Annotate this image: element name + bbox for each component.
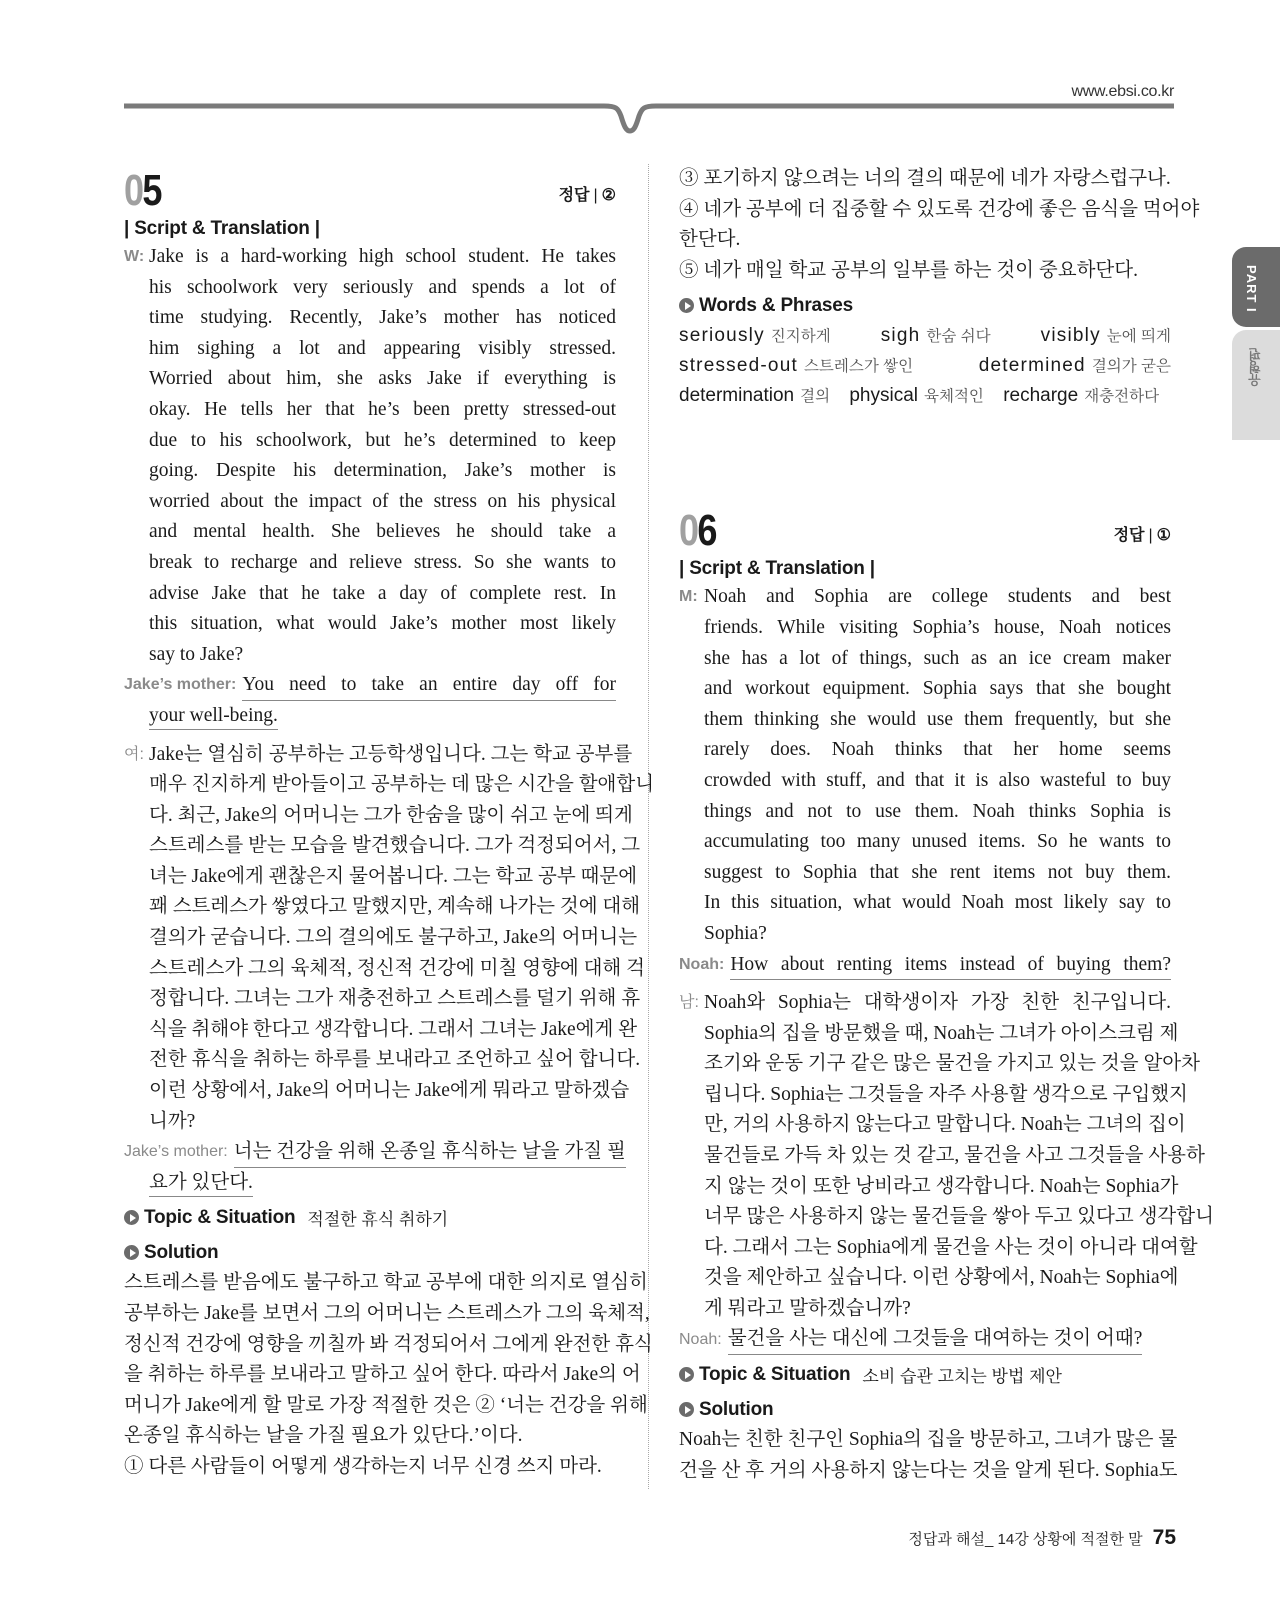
answer-sentence-ko: 물건을 사는 대신에 그것들을 대여하는 것이 어때?	[728, 1325, 1143, 1356]
option-line: ④ 네가 공부에 더 집중할 수 있도록 건강에 좋은 음식을 먹어야	[679, 198, 1200, 220]
word-en: determination	[679, 385, 795, 407]
page-footer	[908, 1526, 1176, 1550]
translation-line: 녀는 Jake에게 괜찮은지 물어봅니다. 그는 학교 공부 때문에	[149, 865, 638, 887]
word-en: seriously	[679, 325, 765, 347]
script-line: rarely does. Noah thinks that her home seems	[704, 739, 1171, 761]
speaker-label: 여:	[124, 745, 144, 763]
word-ko: 재충전하다	[1084, 388, 1160, 406]
script-line: things and not to use them. Noah thinks Sophia is	[704, 800, 1171, 822]
right-column	[679, 164, 1214, 1486]
script-english	[679, 582, 1171, 980]
solution-line: 공부하는 Jake를 보면서 그의 어머니는 스트레스가 그의 육체적,	[124, 1303, 650, 1324]
translation-line: 매우 진지하게 받아들이고 공부하는 데 많은 시간을 할애합니	[149, 774, 655, 796]
play-bullet-icon	[679, 1367, 694, 1382]
solution-line: 을 취하는 하루를 보내라고 말하고 싶어 한다. 따라서 Jake의 어	[124, 1364, 641, 1386]
script-korean	[124, 740, 655, 1199]
play-bullet-icon	[679, 1402, 694, 1417]
translation-line: Jake는 열심히 공부하는 고등학생입니다. 그는 학교 공부를	[149, 743, 633, 765]
script-line: and mental health. She believes he should take a	[149, 521, 616, 543]
word-en: physical	[849, 385, 919, 407]
script-line: time studying. Recently, Jake’s mother has noticed	[149, 307, 616, 329]
script-line: say to Jake?	[149, 643, 244, 665]
translation-line: 것을 제안하고 싶습니다. 이런 상황에서, Noah는 Sophia에	[704, 1267, 1179, 1289]
question-number	[124, 168, 161, 214]
word-en: visibly	[1040, 325, 1101, 347]
word-ko: 육체적인	[924, 388, 984, 406]
translation-line: 전한 휴식을 취하는 하루를 보내라고 조언하고 싶어 합니다.	[149, 1049, 641, 1071]
question-number-prefix: 0	[679, 506, 698, 556]
options-continued	[679, 164, 1200, 286]
section-title: | Script & Translation |	[124, 218, 320, 239]
translation-line: 결의가 굳습니다. 그의 결의에도 불구하고, Jake의 어머니는	[149, 927, 638, 949]
site-url: www.ebsi.co.kr	[1071, 83, 1174, 100]
script-line: them thinking she would use them frequently, but she	[704, 708, 1171, 730]
translation-line: 식을 취해야 한다고 생각합니다. 그래서 그녀는 Jake에게 완	[149, 1018, 638, 1040]
word-ko: 진지하게	[770, 328, 831, 346]
script-line: him sighing a lot and appearing visibly stressed.	[149, 337, 616, 359]
answer-value: ①	[1156, 527, 1171, 545]
option-line: 한단다.	[679, 229, 741, 251]
question-number	[679, 508, 716, 554]
answer-speaker-label: Jake’s mother:	[124, 1143, 228, 1161]
play-bullet-icon	[679, 298, 694, 313]
translation-line: 꽤 스트레스가 쌓였다고 말했지만, 계속해 나가는 것에 대해	[149, 896, 641, 918]
solution-line: 정신적 건강에 영향을 끼칠까 봐 걱정되어서 그에게 완전한 휴식	[124, 1333, 653, 1355]
words-list	[679, 321, 1171, 411]
script-line: his schoolwork very seriously and spends a lot of	[149, 276, 616, 298]
translation-line: 너무 많은 사용하지 않는 물건들을 쌓아 두고 있다고 생각합니	[704, 1206, 1214, 1228]
script-line: Noah and Sophia are college students and best	[704, 586, 1171, 608]
answer-sentence: You need to take an entire day off for	[242, 670, 616, 701]
side-tab-part	[1232, 247, 1280, 327]
solution-text	[124, 1268, 653, 1482]
word-ko: 한숨 쉬다	[926, 328, 991, 346]
translation-line: 만, 거의 사용하지 않는다고 말합니다. Noah는 그녀의 집이	[704, 1114, 1186, 1136]
answer-sentence-ko: 요가 있단다.	[149, 1169, 253, 1197]
script-line: friends. While visiting Sophia’s house, Noah notices	[704, 616, 1171, 638]
solution-heading	[124, 1237, 616, 1268]
script-korean	[679, 988, 1214, 1355]
translation-line: 이런 상황에서, Jake의 어머니는 Jake에게 뭐라고 말하겠습	[149, 1080, 630, 1102]
answer-label: 정답	[558, 187, 590, 204]
play-bullet-icon	[124, 1245, 139, 1260]
script-line: going. Despite his determination, Jake’s mother is	[149, 460, 616, 482]
script-line: advise Jake that he take a day of complete rest. In	[149, 582, 616, 604]
translation-line: Sophia의 집을 방문했을 때, Noah는 그녀가 아이스크림 제	[704, 1022, 1179, 1044]
solution-line: 머니가 Jake에게 할 말로 가장 적절한 것은 ② ‘너는 건강을 위해	[124, 1394, 648, 1416]
words-heading	[679, 290, 1171, 321]
speaker-label: 남:	[679, 994, 699, 1012]
option-line: ③ 포기하지 않으려는 너의 결의 때문에 네가 자랑스럽구나.	[679, 168, 1171, 189]
solution-heading	[679, 1394, 1171, 1425]
answer-speaker-label: Noah:	[679, 955, 725, 973]
header-rule	[124, 98, 1174, 138]
translation-line: 다. 최근, Jake의 어머니는 그가 한숨을 많이 쉬고 눈에 띄게	[149, 804, 633, 826]
answer-speaker-label: Jake’s mother:	[124, 676, 237, 694]
option-line: ① 다른 사람들이 어떻게 생각하는지 너무 신경 쓰지 마라.	[124, 1455, 602, 1477]
translation-line: 립니다. Sophia는 그것들을 자주 사용할 생각으로 구입했지	[704, 1083, 1188, 1105]
translation-line: 스트레스를 받는 모습을 발견했습니다. 그가 걱정되어서, 그	[149, 835, 641, 857]
translation-line: 정합니다. 그녀는 그가 재충전하고 스트레스를 덜기 위해 휴	[149, 988, 641, 1010]
side-tab-type-label: 유형편	[1248, 348, 1263, 387]
answer-key	[1114, 522, 1171, 545]
word-en: determined	[978, 355, 1086, 377]
translation-line: 지 않는 것이 또한 낭비라고 생각합니다. Noah는 Sophia가	[704, 1175, 1179, 1197]
translation-line: 니까?	[149, 1110, 196, 1132]
script-english	[124, 242, 616, 732]
question-header	[124, 168, 616, 214]
word-en: stressed-out	[679, 355, 798, 377]
answer-label: 정답	[1113, 527, 1145, 545]
translation-line: 스트레스가 그의 육체적, 정신적 건강에 미칠 영향에 대해 걱	[149, 957, 645, 979]
question-header	[679, 508, 1171, 554]
question-number-digit: 5	[142, 166, 161, 215]
question-number-digit: 6	[697, 506, 716, 556]
script-line: and workout equipment. Sophia says that she bought	[704, 678, 1171, 700]
answer-value: ②	[601, 187, 616, 204]
script-line: this situation, what would Jake’s mother most likely	[149, 613, 616, 635]
word-ko: 결의가 굳은	[1091, 358, 1171, 376]
solution-title: Solution	[144, 1241, 219, 1263]
topic-title: Topic & Situation	[144, 1206, 296, 1228]
side-tab-type	[1232, 330, 1280, 440]
script-line: Worried about him, she asks Jake if everything is	[149, 368, 616, 390]
topic-title: Topic & Situation	[699, 1363, 851, 1385]
question-06	[679, 506, 1214, 1486]
solution-title: Solution	[699, 1398, 774, 1420]
translation-line: 다. 그래서 그는 Sophia에게 물건을 사는 것이 아니라 대여할	[704, 1236, 1198, 1258]
solution-line: 온종일 휴식하는 날을 가질 필요가 있단다.’이다.	[124, 1425, 523, 1447]
script-line: suggest to Sophia that she rent items not buy them.	[704, 861, 1171, 883]
translation-line: 물건들로 가득 차 있는 것 같고, 물건을 사고 그것들을 사용하	[704, 1145, 1205, 1167]
answer-sentence: How about renting items instead of buying them?	[730, 950, 1171, 981]
topic-heading	[679, 1359, 1171, 1390]
speaker-label: W:	[124, 248, 145, 265]
translation-line: 게 뭐라고 말하겠습니까?	[704, 1298, 911, 1320]
answer-speaker-label: Noah:	[679, 1330, 722, 1348]
question-05	[124, 166, 655, 1483]
word-en: sigh	[880, 325, 921, 347]
script-line: okay. He tells her that he’s been pretty stressed-out	[149, 398, 616, 420]
translation-line: Noah와 Sophia는 대학생이자 가장 친한 친구입니다.	[704, 992, 1171, 1014]
word-ko: 스트레스가 쌓인	[803, 358, 914, 376]
translation-line: 조기와 운동 기구 같은 많은 물건을 가지고 있는 것을 알아차	[704, 1053, 1200, 1075]
answer-separator: |	[593, 187, 598, 204]
word-ko: 결의	[800, 388, 831, 406]
side-tab-part-label: PART I	[1244, 265, 1259, 313]
speaker-label: M:	[679, 588, 698, 606]
script-line: break to recharge and relieve stress. So she wants to	[149, 551, 616, 573]
answer-sentence: your well-being.	[149, 702, 278, 730]
solution-line: 스트레스를 받음에도 불구하고 학교 공부에 대한 의지로 열심히	[124, 1272, 648, 1294]
script-line: Sophia?	[704, 922, 767, 944]
script-line: she has a lot of things, such as an ice cream maker	[704, 647, 1171, 669]
footer-chapter-text: 정답과 해설_ 14강 상황에 적절한 말	[908, 1531, 1143, 1548]
solution-line: 건을 산 후 거의 사용하지 않는다는 것을 알게 된다. Sophia도	[679, 1459, 1178, 1481]
option-line: ⑤ 네가 매일 학교 공부의 일부를 하는 것이 중요하단다.	[679, 259, 1138, 281]
topic-heading	[124, 1202, 616, 1233]
script-line: accumulating too many unused items. So he wants to	[704, 831, 1171, 853]
script-line: crowded with stuff, and that it is also wasteful to buy	[704, 769, 1171, 791]
answer-separator: |	[1148, 527, 1153, 545]
script-line: worried about the impact of the stress on his physical	[149, 490, 616, 512]
topic-description: 소비 습관 고치는 방법 제안	[862, 1367, 1062, 1387]
words-title: Words & Phrases	[699, 294, 853, 316]
answer-sentence-ko: 너는 건강을 위해 온종일 휴식하는 날을 가질 필	[234, 1137, 626, 1168]
word-ko: 눈에 띄게	[1106, 328, 1171, 346]
page-number: 75	[1152, 1526, 1176, 1549]
word-en: recharge	[1003, 385, 1079, 407]
script-line: In this situation, what would Noah most likely say to	[704, 892, 1171, 914]
topic-description: 적절한 휴식 취하기	[307, 1210, 449, 1230]
solution-text	[679, 1425, 1178, 1486]
script-line: Jake is a hard-working high school student. He takes	[149, 246, 616, 267]
question-number-prefix: 0	[124, 166, 143, 215]
column-divider	[648, 164, 649, 1489]
section-title: | Script & Translation |	[679, 558, 875, 580]
solution-line: Noah는 친한 친구인 Sophia의 집을 방문하고, 그녀가 많은 물	[679, 1429, 1178, 1451]
answer-key	[559, 182, 616, 205]
script-line: due to his schoolwork, but he’s determined to keep	[149, 429, 616, 451]
play-bullet-icon	[124, 1210, 139, 1225]
